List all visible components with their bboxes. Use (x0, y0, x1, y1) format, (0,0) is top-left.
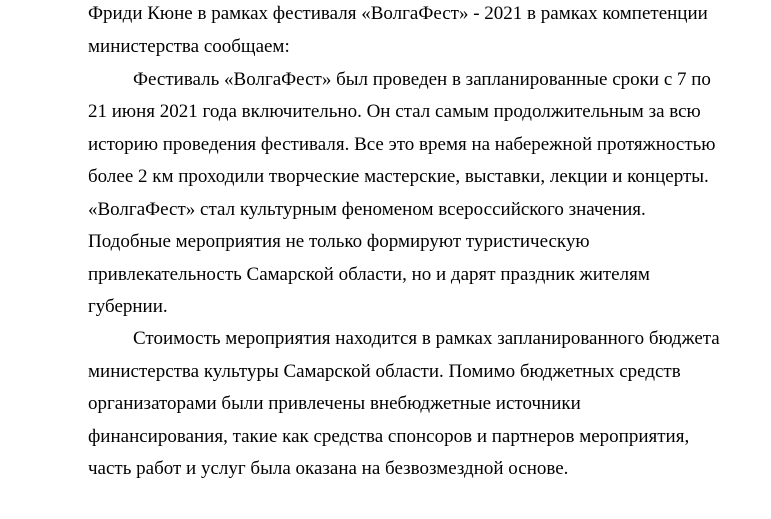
intro-line-1: Фриди Кюне в рамках фестиваля «ВолгаФест» - 2021 в рамках компетенции (88, 3, 708, 24)
paragraph-2-line-4: финансирования, такие как средства спонсоров и партнеров мероприятия, (88, 426, 690, 447)
paragraph-1-line-8: губернии. (88, 296, 168, 317)
paragraph-2-line-5: часть работ и услуг была оказана на безвозмездной основе. (88, 458, 569, 479)
paragraph-1-line-2: 21 июня 2021 года включительно. Он стал самым продолжительным за всю (88, 101, 701, 122)
paragraph-1-line-6: Подобные мероприятия не только формируют туристическую (88, 231, 590, 252)
paragraph-2-line-1: Стоимость мероприятия находится в рамках запланированного бюджета (133, 328, 720, 349)
paragraph-2-line-3: организаторами были привлечены внебюджетные источники (88, 393, 581, 414)
paragraph-1-line-5: «ВолгаФест» стал культурным феноменом всероссийского значения. (88, 199, 646, 220)
paragraph-1-line-3: историю проведения фестиваля. Все это время на набережной протяжностью (88, 134, 716, 155)
paragraph-1-line-7: привлекательность Самарской области, но и дарят праздник жителям (88, 264, 650, 285)
paragraph-2-line-2: министерства культуры Самарской области. Помимо бюджетных средств (88, 361, 681, 382)
paragraph-1-line-1: Фестиваль «ВолгаФест» был проведен в запланированные сроки с 7 по (133, 69, 711, 90)
paragraph-1-line-4: более 2 км проходили творческие мастерские, выставки, лекции и концерты. (88, 166, 709, 187)
intro-line-2: министерства сообщаем: (88, 36, 290, 57)
